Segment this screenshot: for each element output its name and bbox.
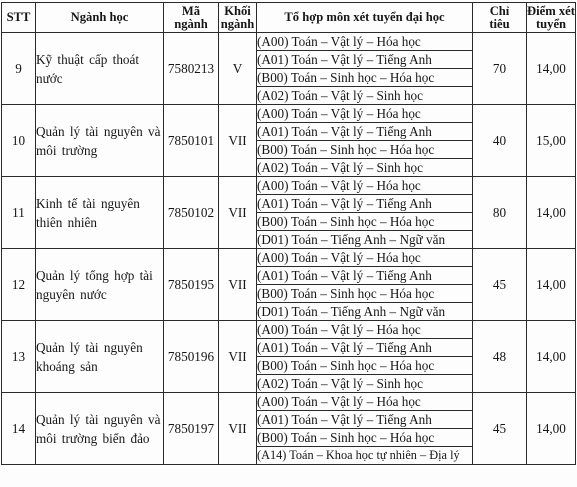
- major-block: VII: [219, 105, 257, 177]
- admission-score: 14,00: [527, 33, 576, 105]
- combo-cell: (A01) Toán – Vật lý – Tiếng Anh: [257, 411, 473, 429]
- combo-cell: (A00) Toán – Vật lý – Hóa học: [257, 249, 473, 267]
- quota-value: 45: [473, 393, 527, 465]
- admission-score: 14,00: [527, 177, 576, 249]
- major-block: VII: [219, 249, 257, 321]
- table-row: [2, 33, 576, 51]
- combo-cell: (B00) Toán – Sinh học – Hóa học: [257, 69, 473, 87]
- major-block: VII: [219, 321, 257, 393]
- header-score: Điểm xét tuyển: [527, 3, 575, 31]
- header-major: Ngành học: [36, 3, 164, 33]
- combo-cell: (A01) Toán – Vật lý – Tiếng Anh: [257, 51, 473, 69]
- major-block: VII: [219, 177, 257, 249]
- header-combo: Tổ hợp môn xét tuyển đại học: [257, 3, 473, 33]
- major-name: Quản lý tài nguyên và môi trường: [36, 105, 164, 177]
- table-body: [2, 33, 576, 465]
- combo-cell: (D01) Toán – Tiếng Anh – Ngữ văn: [257, 231, 473, 249]
- combo-cell: (A01) Toán – Vật lý – Tiếng Anh: [257, 123, 473, 141]
- row-number: 12: [2, 249, 36, 321]
- combo-cell: (A02) Toán – Vật lý – Sinh học: [257, 375, 473, 393]
- row-number: 9: [2, 33, 36, 105]
- major-name: Kỹ thuật cấp thoát nước: [36, 33, 164, 105]
- major-name: Quản lý tài nguyên và môi trường biển đảo: [36, 393, 164, 465]
- table-row: [2, 177, 576, 195]
- combo-cell: (A02) Toán – Vật lý – Sinh học: [257, 87, 473, 105]
- major-code: 7850101: [164, 105, 219, 177]
- major-code: 7850102: [164, 177, 219, 249]
- combo-cell: (A14) Toán – Khoa học tự nhiên – Địa lý: [257, 447, 473, 465]
- admission-table: [1, 2, 576, 465]
- combo-cell: (B00) Toán – Sinh học – Hóa học: [257, 357, 473, 375]
- admission-score: 14,00: [527, 393, 576, 465]
- header-block: Khối ngành: [219, 3, 257, 33]
- table-row: [2, 321, 576, 339]
- admission-score: 14,00: [527, 321, 576, 393]
- combo-cell: (A00) Toán – Vật lý – Hóa học: [257, 321, 473, 339]
- major-block: VII: [219, 393, 257, 465]
- admission-score: 15,00: [527, 105, 576, 177]
- major-name: Kinh tế tài nguyên thiên nhiên: [36, 177, 164, 249]
- combo-cell: (A01) Toán – Vật lý – Tiếng Anh: [257, 195, 473, 213]
- row-number: 13: [2, 321, 36, 393]
- major-code: 7580213: [164, 33, 219, 105]
- combo-cell: (A00) Toán – Vật lý – Hóa học: [257, 105, 473, 123]
- row-number: 10: [2, 105, 36, 177]
- quota-value: 40: [473, 105, 527, 177]
- table-header-row: [2, 3, 576, 33]
- header-quota: Chỉ tiêu: [473, 3, 527, 33]
- quota-value: 70: [473, 33, 527, 105]
- row-number: 14: [2, 393, 36, 465]
- combo-cell: (D01) Toán – Tiếng Anh – Ngữ văn: [257, 303, 473, 321]
- major-block: V: [219, 33, 257, 105]
- combo-cell: (B00) Toán – Sinh học – Hóa học: [257, 285, 473, 303]
- header-stt: STT: [2, 3, 36, 33]
- combo-cell: (A00) Toán – Vật lý – Hóa học: [257, 177, 473, 195]
- combo-cell: (B00) Toán – Sinh học – Hóa học: [257, 213, 473, 231]
- quota-value: 80: [473, 177, 527, 249]
- major-name: Quản lý tài nguyên khoáng sản: [36, 321, 164, 393]
- combo-cell: (B00) Toán – Sinh học – Hóa học: [257, 141, 473, 159]
- combo-cell: (A01) Toán – Vật lý – Tiếng Anh: [257, 339, 473, 357]
- major-name: Quản lý tổng hợp tài nguyên nước: [36, 249, 164, 321]
- combo-cell: (A01) Toán – Vật lý – Tiếng Anh: [257, 267, 473, 285]
- combo-cell: (A00) Toán – Vật lý – Hóa học: [257, 393, 473, 411]
- combo-cell: (A00) Toán – Vật lý – Hóa học: [257, 33, 473, 51]
- major-code: 7850197: [164, 393, 219, 465]
- admission-score: 14,00: [527, 249, 576, 321]
- quota-value: 48: [473, 321, 527, 393]
- row-number: 11: [2, 177, 36, 249]
- table-row: [2, 105, 576, 123]
- table-row: [2, 393, 576, 411]
- table-row: [2, 249, 576, 267]
- major-code: 7850195: [164, 249, 219, 321]
- quota-value: 45: [473, 249, 527, 321]
- combo-cell: (A02) Toán – Vật lý – Sinh học: [257, 159, 473, 177]
- header-code: Mã ngành: [164, 3, 219, 33]
- combo-cell: (B00) Toán – Sinh học – Hóa học: [257, 429, 473, 447]
- major-code: 7850196: [164, 321, 219, 393]
